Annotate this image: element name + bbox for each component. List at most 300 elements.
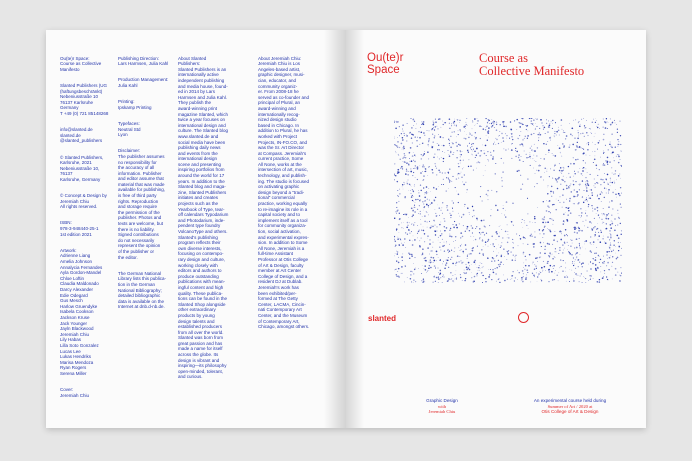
cloud-dot: [563, 250, 564, 251]
cloud-dot: [439, 224, 440, 225]
cloud-dot: [534, 218, 536, 220]
cloud-dot: [489, 274, 490, 275]
cloud-dot: [502, 171, 504, 173]
cloud-dot: [468, 166, 469, 167]
cloud-dot: [592, 263, 594, 265]
cloud-dot: [422, 253, 423, 254]
cloud-dot: [588, 204, 589, 205]
cloud-dot: [576, 147, 577, 148]
footer-line: Summer of Art / 2020 at: [547, 403, 593, 409]
cloud-dot: [560, 202, 561, 203]
cloud-dot: [536, 170, 537, 171]
cloud-dot: [544, 266, 546, 268]
cloud-dot: [563, 167, 564, 168]
cloud-dot: [572, 144, 574, 146]
cloud-dot: [420, 211, 421, 212]
cloud-dot: [448, 139, 449, 140]
cloud-dot: [600, 157, 601, 158]
cloud-dot: [465, 244, 467, 246]
cloud-dot: [459, 154, 460, 155]
cloud-dot: [431, 202, 433, 204]
cloud-dot: [533, 120, 534, 121]
cloud-dot: [410, 161, 411, 162]
cloud-dot: [397, 121, 399, 123]
cloud-dot: [560, 239, 562, 241]
cloud-dot: [523, 161, 524, 162]
cloud-dot: [531, 234, 532, 235]
cloud-dot: [471, 265, 472, 266]
cloud-dot: [546, 200, 547, 201]
cloud-dot: [607, 262, 609, 264]
cloud-dot: [401, 223, 402, 224]
cloud-dot: [608, 192, 609, 193]
cloud-dot: [444, 251, 445, 252]
cloud-dot: [620, 178, 621, 179]
cloud-dot: [557, 241, 558, 242]
about-author-text: About Jeremiah Chiu: Jeremiah Chiu is Los Angeles-based artist, graphic designer, musi- cian, educator, and community organiz- er. From 2008-18 he served as co-founder and principal of Plural, an award-winning and internationally recog- nized design studio based in Chicago. In addition to Plural, he has worked with Project Projects, IN-FO.CO, and was the Sr. Art Director at Compass. Jeremiah's current practice, Some All None, works at the intersection of art, music, technology, and publish- ing. The studio is focused on activating graphic design beyond a "tradi- tional" commercial practice, working equally to re-imagine its role in a capital society and to implement itself as a tool for community organiza- tion, social activation, and experimental expres- sion. In addition to Some All None, Jeremiah is a full-time Assistant Professor at Otis College of Art & Design, faculty member at Art Center College of Design, and a resident DJ at Dublab. Jeremiah's work has been exhibited/per- formed at The Getty Center, LACMA, Cincin- nati Contemporary Art Center, and the Museum of Contemporary Art, Chicago, amongst others.: [258, 55, 310, 330]
cloud-dot: [572, 270, 573, 271]
cloud-dot: [616, 235, 618, 237]
cloud-dot: [559, 170, 561, 172]
cloud-dot: [573, 157, 574, 158]
cloud-dot: [565, 212, 566, 213]
cloud-dot: [599, 279, 600, 280]
cloud-dot: [499, 263, 501, 265]
cloud-dot: [470, 253, 472, 255]
cloud-dot: [444, 221, 445, 222]
cloud-dot: [522, 118, 524, 119]
cloud-dot: [411, 127, 412, 128]
footer-credit-left: [414, 398, 470, 415]
cloud-dot: [611, 146, 612, 147]
cloud-dot: [474, 151, 475, 152]
cloud-dot: [573, 120, 574, 121]
cloud-dot: [449, 244, 450, 245]
cloud-dot: [433, 282, 434, 283]
cloud-dot: [430, 267, 432, 269]
cloud-dot: [578, 135, 579, 136]
cloud-dot: [523, 145, 524, 146]
cloud-dot: [542, 222, 544, 224]
cloud-dot: [412, 195, 413, 196]
cloud-dot: [490, 244, 491, 245]
cloud-dot: [472, 151, 473, 152]
cloud-dot: [396, 121, 397, 122]
cloud-dot: [492, 243, 494, 245]
cloud-dot: [580, 230, 581, 231]
cloud-dot: [525, 277, 527, 279]
cloud-dot: [577, 138, 579, 140]
cloud-dot: [427, 235, 428, 236]
cloud-dot: [578, 228, 580, 230]
cloud-dot: [546, 171, 547, 172]
cloud-dot: [591, 192, 593, 194]
cloud-dot: [484, 153, 486, 155]
cloud-dot: [435, 126, 436, 127]
cloud-dot: [567, 276, 568, 277]
cloud-dot: [409, 152, 410, 153]
cloud-dot: [409, 258, 410, 259]
cloud-dot: [435, 197, 436, 198]
cloud-dot: [604, 273, 605, 274]
cloud-dot: [422, 216, 423, 217]
cloud-dot: [530, 154, 531, 155]
cloud-dot: [395, 211, 396, 212]
cloud-dot: [399, 193, 400, 194]
cloud-dot: [576, 191, 578, 193]
cloud-dot: [547, 221, 549, 223]
cloud-dot: [394, 174, 395, 175]
cloud-dot: [438, 170, 439, 171]
cloud-dot: [566, 199, 567, 200]
cloud-dot: [463, 225, 464, 226]
cloud-dot: [530, 148, 531, 149]
cloud-dot: [421, 230, 422, 231]
cloud-dot: [425, 192, 426, 193]
cloud-dot: [594, 226, 595, 227]
cloud-dot: [400, 239, 401, 240]
cloud-dot: [414, 205, 415, 206]
cloud-dot: [394, 144, 395, 145]
cloud-dot: [435, 213, 436, 214]
cloud-dot: [596, 247, 597, 248]
cloud-dot: [556, 199, 557, 200]
cloud-dot: [578, 136, 579, 137]
cloud-dot: [567, 242, 568, 243]
cloud-dot: [556, 131, 558, 133]
cloud-dot: [550, 212, 551, 213]
cloud-dot: [496, 267, 497, 268]
cloud-dot: [488, 119, 489, 120]
cloud-dot: [464, 168, 465, 169]
cloud-dot: [461, 244, 462, 245]
cloud-dot: [593, 227, 594, 228]
cloud-dot: [467, 146, 468, 147]
cloud-dot: [407, 183, 409, 185]
cloud-dot: [398, 237, 399, 238]
cloud-dot: [602, 215, 603, 216]
cloud-dot: [566, 207, 567, 208]
cloud-dot: [423, 281, 424, 282]
cloud-dot: [469, 214, 470, 215]
cloud-dot: [535, 129, 536, 130]
cloud-dot: [395, 151, 396, 152]
cloud-dot: [565, 138, 566, 139]
cloud-dot: [541, 280, 542, 281]
cloud-dot: [544, 253, 546, 255]
cloud-dot: [425, 269, 427, 271]
cloud-dot: [570, 163, 572, 165]
cloud-dot: [453, 122, 455, 124]
cloud-dot: [538, 134, 539, 135]
cloud-dot: [411, 254, 412, 255]
cloud-dot: [459, 122, 460, 123]
cloud-dot: [537, 119, 538, 120]
cloud-dot: [598, 215, 599, 216]
cloud-dot: [414, 168, 415, 169]
cloud-dot: [499, 226, 500, 227]
cloud-dot: [411, 134, 412, 135]
cloud-dot: [547, 141, 548, 142]
cloud-dot: [491, 190, 492, 191]
cloud-dot: [470, 165, 472, 167]
cloud-dot: [442, 264, 443, 265]
cloud-dot: [585, 213, 586, 214]
cover-credit: Cover: Jeremiah Chiu: [60, 387, 90, 398]
cloud-dot: [467, 258, 468, 259]
cloud-dot: [588, 195, 589, 196]
footer-line: Otis College of Art & Design: [541, 409, 599, 415]
cloud-dot: [438, 119, 439, 120]
cloud-dot: [421, 255, 422, 256]
cloud-dot: [401, 143, 403, 145]
publishing-block: Publishing Direction: Lars Harmsen, Julia Kahl: [118, 55, 169, 67]
cloud-dot: [578, 275, 579, 276]
cloud-dot: [458, 178, 459, 179]
cloud-dot: [439, 274, 440, 275]
cloud-dot: [469, 133, 470, 134]
cloud-dot: [562, 180, 563, 181]
cloud-dot: [449, 128, 450, 129]
open-book: [46, 30, 646, 428]
cloud-dot: [598, 255, 599, 256]
cloud-dot: [466, 266, 468, 268]
cloud-dot: [575, 227, 576, 228]
cloud-dot: [404, 133, 405, 134]
cloud-dot: [494, 142, 495, 143]
cloud-dot: [454, 125, 455, 126]
cloud-dot: [474, 276, 476, 278]
cloud-dot: [593, 244, 594, 245]
cloud-dot: [451, 236, 453, 238]
cloud-dot: [612, 279, 613, 280]
cloud-dot: [501, 242, 502, 243]
publishing-block: Typefaces: Neutral Std Lyon: [118, 120, 141, 138]
cloud-dot: [563, 220, 564, 221]
cloud-dot: [453, 152, 454, 153]
cloud-dot: [529, 254, 531, 256]
cloud-dot: [440, 250, 441, 251]
cloud-dot: [459, 216, 460, 217]
cloud-dot: [566, 281, 567, 282]
cloud-dot: [526, 126, 527, 127]
cloud-dot: [552, 178, 553, 179]
cloud-dot: [446, 227, 448, 229]
cloud-dot: [460, 274, 461, 275]
cloud-dot: [574, 247, 575, 248]
cloud-dot: [610, 227, 612, 229]
cloud-dot: [402, 168, 403, 169]
about-slanted-column: [178, 50, 238, 391]
cloud-dot: [548, 120, 549, 121]
cloud-dot: [563, 176, 564, 177]
cloud-dot: [604, 261, 605, 262]
cloud-dot: [604, 270, 605, 271]
cloud-dot: [428, 205, 429, 206]
cloud-dot: [475, 239, 477, 241]
cloud-dot: [492, 269, 493, 270]
cloud-dot: [421, 158, 423, 160]
cloud-dot: [563, 167, 564, 168]
cloud-dot: [463, 126, 464, 127]
cloud-dot: [483, 246, 484, 247]
cloud-dot: [512, 275, 513, 276]
cloud-dot: [457, 150, 458, 151]
cloud-dot: [436, 188, 438, 190]
cloud-dot: [464, 273, 466, 275]
cloud-dot: [610, 237, 611, 238]
cloud-dot: [428, 146, 429, 147]
cloud-dot: [488, 127, 489, 128]
cloud-dot: [596, 120, 597, 121]
cloud-dot: [407, 123, 408, 124]
cloud-dot: [603, 151, 604, 152]
cloud-dot: [473, 149, 474, 150]
cloud-dot: [412, 241, 413, 242]
cloud-dot: [482, 239, 483, 240]
cloud-dot: [420, 213, 421, 214]
cloud-dot: [573, 257, 574, 258]
cloud-dot: [495, 273, 496, 274]
cloud-dot: [480, 186, 481, 187]
cloud-dot: [415, 128, 416, 129]
cloud-dot: [403, 131, 404, 132]
cloud-dot: [434, 230, 436, 232]
cloud-dot: [600, 179, 602, 181]
cloud-dot: [482, 282, 483, 283]
cloud-dot: [618, 237, 620, 239]
cloud-dot: [523, 227, 524, 228]
cloud-dot: [502, 237, 503, 238]
cloud-dot: [593, 258, 594, 259]
cloud-dot: [500, 262, 501, 263]
cloud-dot: [490, 269, 491, 270]
cloud-dot: [479, 228, 480, 229]
cloud-dot: [570, 176, 571, 177]
cloud-dot: [433, 260, 435, 262]
cloud-dot: [443, 137, 444, 138]
cloud-dot: [445, 172, 446, 173]
cloud-dot: [438, 186, 439, 187]
cloud-dot: [428, 268, 430, 270]
cloud-dot: [397, 137, 398, 138]
cloud-dot: [603, 208, 604, 209]
cloud-dot: [420, 224, 421, 225]
cloud-dot: [590, 174, 591, 175]
cloud-dot: [608, 269, 609, 270]
cloud-dot: [543, 261, 544, 262]
cloud-dot: [493, 245, 494, 246]
cloud-dot: [494, 127, 495, 128]
cloud-dot: [522, 281, 524, 283]
cloud-dot: [553, 204, 554, 205]
cloud-dot: [492, 158, 494, 160]
about-author-column: [258, 50, 330, 340]
cloud-dot: [550, 169, 551, 170]
cloud-dot: [532, 272, 533, 273]
cloud-dot: [448, 178, 449, 179]
cloud-dot: [483, 266, 484, 267]
cloud-dot: [471, 225, 472, 226]
cloud-dot: [510, 251, 511, 252]
cloud-dot: [412, 155, 414, 157]
cloud-dot: [544, 216, 545, 217]
cloud-dot: [412, 272, 413, 273]
cloud-dot: [479, 162, 480, 163]
cloud-dot: [423, 187, 424, 188]
cloud-dot: [617, 210, 618, 211]
cloud-dot: [554, 135, 555, 136]
cloud-dot: [608, 184, 609, 185]
cloud-dot: [449, 154, 450, 155]
cloud-dot: [525, 238, 526, 239]
cloud-dot: [418, 190, 419, 191]
cloud-dot: [486, 126, 487, 127]
cloud-dot: [413, 191, 414, 192]
cloud-dot: [438, 257, 439, 258]
cloud-dot: [540, 176, 541, 177]
cloud-dot: [401, 243, 402, 244]
cloud-dot: [502, 180, 503, 181]
cloud-dot: [427, 144, 429, 146]
cloud-dot: [611, 221, 612, 222]
cloud-dot: [541, 279, 542, 280]
cloud-dot: [550, 194, 551, 195]
cloud-dot: [540, 234, 541, 235]
cloud-dot: [413, 197, 414, 198]
cloud-dot: [442, 276, 443, 277]
cloud-dot: [407, 222, 409, 224]
cloud-dot: [411, 186, 412, 187]
cloud-dot: [566, 135, 568, 137]
cloud-dot: [525, 125, 526, 126]
cloud-dot: [465, 278, 466, 279]
cloud-dot: [615, 194, 617, 196]
cloud-dot: [482, 267, 483, 268]
cloud-dot: [436, 168, 437, 169]
cloud-dot: [402, 149, 403, 150]
cloud-dot: [550, 265, 552, 267]
cloud-dot: [442, 213, 443, 214]
cloud-dot: [558, 200, 559, 201]
cloud-dot: [427, 227, 428, 228]
cloud-dot: [539, 257, 541, 259]
cloud-dot: [422, 201, 423, 202]
cloud-dot: [500, 247, 501, 248]
cloud-dot: [611, 215, 612, 216]
cloud-dot: [421, 273, 422, 274]
cloud-dot: [458, 134, 459, 135]
cloud-dot: [474, 260, 475, 261]
cloud-dot: [409, 184, 411, 186]
cloud-dot: [443, 158, 444, 159]
cloud-dot: [579, 245, 580, 246]
cloud-dot: [565, 262, 566, 263]
cloud-dot: [604, 242, 605, 243]
cloud-dot: [606, 223, 607, 224]
cloud-dot: [616, 197, 617, 198]
cloud-dot: [507, 238, 508, 239]
cloud-dot: [520, 144, 521, 145]
cloud-dot: [399, 189, 400, 190]
cloud-dot: [498, 260, 499, 261]
cloud-dot: [518, 170, 520, 172]
cloud-dot: [489, 225, 490, 226]
cloud-dot: [563, 170, 564, 171]
cloud-dot: [403, 149, 404, 150]
cloud-dot: [422, 155, 423, 156]
cloud-dot: [475, 157, 476, 158]
